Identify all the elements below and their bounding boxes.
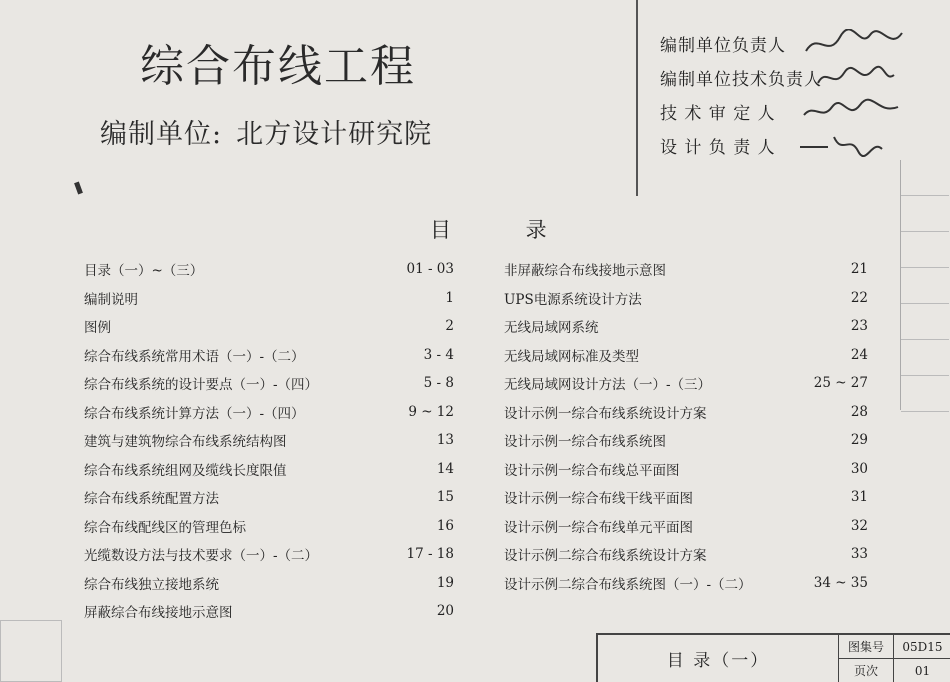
- toc-entry: 综合布线独立接地系统 19: [84, 574, 454, 593]
- toc-entry: 无线局域网系统 23: [504, 318, 868, 337]
- staff-role: 技 术 审 定 人: [660, 103, 776, 124]
- toc-entry: 设计示例一综合布线系统图 29: [504, 432, 868, 451]
- toc-entry: 无线局域网设计方法（一）-（三） 25 ~ 27: [504, 375, 868, 394]
- compiling-unit: [100, 112, 432, 151]
- toc-entry: 设计示例一综合布线干线平面图 31: [504, 489, 868, 508]
- page-number-label: 页次: [839, 659, 894, 682]
- toc-entry: 目录（一）~（三） 01 - 03: [84, 261, 454, 280]
- handwritten-signature-icon: [798, 131, 918, 159]
- page-number-row: [839, 659, 950, 682]
- document-title: 综合布线工程: [140, 41, 416, 92]
- toc-entry: UPS电源系统设计方法 22: [504, 289, 868, 308]
- staff-row: [660, 128, 918, 162]
- toc-entry: 综合布线系统配置方法 15: [84, 489, 454, 508]
- toc-entry: 综合布线系统常用术语（一）-（二） 3 - 4: [84, 346, 454, 365]
- page-number-value: 01: [914, 663, 931, 678]
- toc-entry: 综合布线系统组网及缆线长度限值 14: [84, 460, 454, 479]
- staff-row: [660, 94, 918, 128]
- handwritten-signature-icon: [798, 97, 918, 125]
- handwritten-signature-icon: [798, 29, 918, 57]
- toc-entry: 设计示例一综合布线总平面图 30: [504, 460, 868, 479]
- toc-column-right: [504, 255, 868, 597]
- handwritten-signature-icon: [798, 63, 918, 91]
- corner-stamp-box: [0, 620, 62, 682]
- toc-entry: 编制说明 1: [84, 289, 454, 308]
- toc-heading: 目 录: [430, 218, 581, 242]
- staff-role: 编制单位技术负责人: [660, 69, 822, 90]
- toc-entry: 图例 2: [84, 318, 454, 337]
- toc-entry: 建筑与建筑物综合布线系统结构图 13: [84, 432, 454, 451]
- pen-mark-icon: [74, 182, 83, 195]
- staff-row: [660, 26, 918, 60]
- atlas-number-row: [839, 635, 950, 659]
- margin-bleed-strip: [900, 160, 949, 410]
- toc-entry: 无线局域网标准及类型 24: [504, 346, 868, 365]
- title-block: [596, 633, 950, 682]
- compiling-unit-name: 北方设计研究院: [236, 119, 433, 150]
- header-divider: [636, 0, 638, 196]
- title-block-grid: [838, 635, 950, 682]
- toc-entry: 设计示例一综合布线单元平面图 32: [504, 517, 868, 536]
- staff-signature-block: [660, 26, 918, 162]
- compiling-unit-label: 编制单位:: [100, 119, 223, 150]
- toc-entry: 屏蔽综合布线接地示意图 20: [84, 603, 454, 622]
- staff-role: 设 计 负 责 人: [660, 137, 776, 158]
- title-block-title: 目 录（一）: [666, 651, 770, 671]
- toc-entry: 设计示例二综合布线系统图（一）-（二） 34 ~ 35: [504, 574, 868, 593]
- toc-entry: 综合布线配线区的管理色标 16: [84, 517, 454, 536]
- toc-column-left: [84, 255, 454, 626]
- toc-entry: 非屏蔽综合布线接地示意图 21: [504, 261, 868, 280]
- toc-entry: 设计示例一综合布线系统设计方案 28: [504, 403, 868, 422]
- toc-entry: 光缆数设方法与技术要求（一）-（二） 17 - 18: [84, 546, 454, 565]
- toc-entry: 设计示例二综合布线系统设计方案 33: [504, 546, 868, 565]
- atlas-number-label: 图集号: [839, 635, 894, 658]
- staff-role: 编制单位负责人: [660, 35, 786, 56]
- toc-entry: 综合布线系统的设计要点（一）-（四） 5 - 8: [84, 375, 454, 394]
- staff-row: [660, 60, 918, 94]
- atlas-number-value: 05D15: [902, 639, 943, 654]
- toc-entry: 综合布线系统计算方法（一）-（四） 9 ~ 12: [84, 403, 454, 422]
